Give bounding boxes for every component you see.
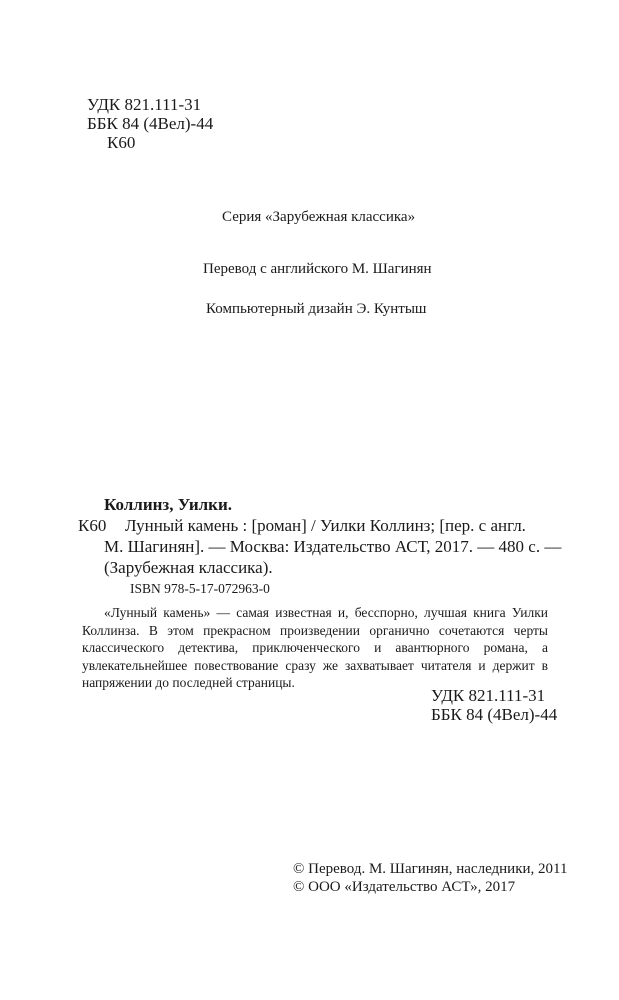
series-credit: Серия «Зарубежная классика» bbox=[222, 209, 416, 225]
top-bbk: ББК 84 (4Вел)-44 bbox=[87, 114, 214, 133]
copyright-publisher: © ООО «Издательство АСТ», 2017 bbox=[293, 879, 516, 895]
top-udk: УДК 821.111-31 bbox=[87, 95, 202, 114]
translation-credit: Перевод с английского М. Шагинян bbox=[203, 261, 432, 277]
description-line-1: Лунный камень : [роман] / Уилки Коллинз; [пер. с англ. bbox=[125, 516, 526, 535]
description-line-3: (Зарубежная классика). bbox=[104, 558, 273, 577]
author-heading: Коллинз, Уилки. bbox=[104, 495, 233, 514]
isbn: ISBN 978-5-17-072963-0 bbox=[130, 581, 270, 596]
bottom-bbk: ББК 84 (4Вел)-44 bbox=[431, 705, 558, 724]
annotation: «Лунный камень» — самая известная и, бесспорно, лучшая книга Уилки Коллинза. В этом прекрасном произведении органично сочетаются черты классического детектива, приключенческого и авантюрного романа, а увлекательнейшее повествование сразу же захватывает читателя и держит в напряжении до последней страницы. bbox=[82, 605, 548, 690]
bottom-udk: УДК 821.111-31 bbox=[431, 686, 546, 705]
copyright-translation: © Перевод. М. Шагинян, наследники, 2011 bbox=[293, 861, 568, 877]
design-credit: Компьютерный дизайн Э. Кунтыш bbox=[206, 301, 427, 317]
description-line-2: М. Шагинян]. — Москва: Издательство АСТ, 2017. — 480 с. — bbox=[104, 537, 562, 556]
top-author-mark: К60 bbox=[107, 133, 136, 152]
catalog-author-mark: К60 bbox=[78, 516, 107, 535]
